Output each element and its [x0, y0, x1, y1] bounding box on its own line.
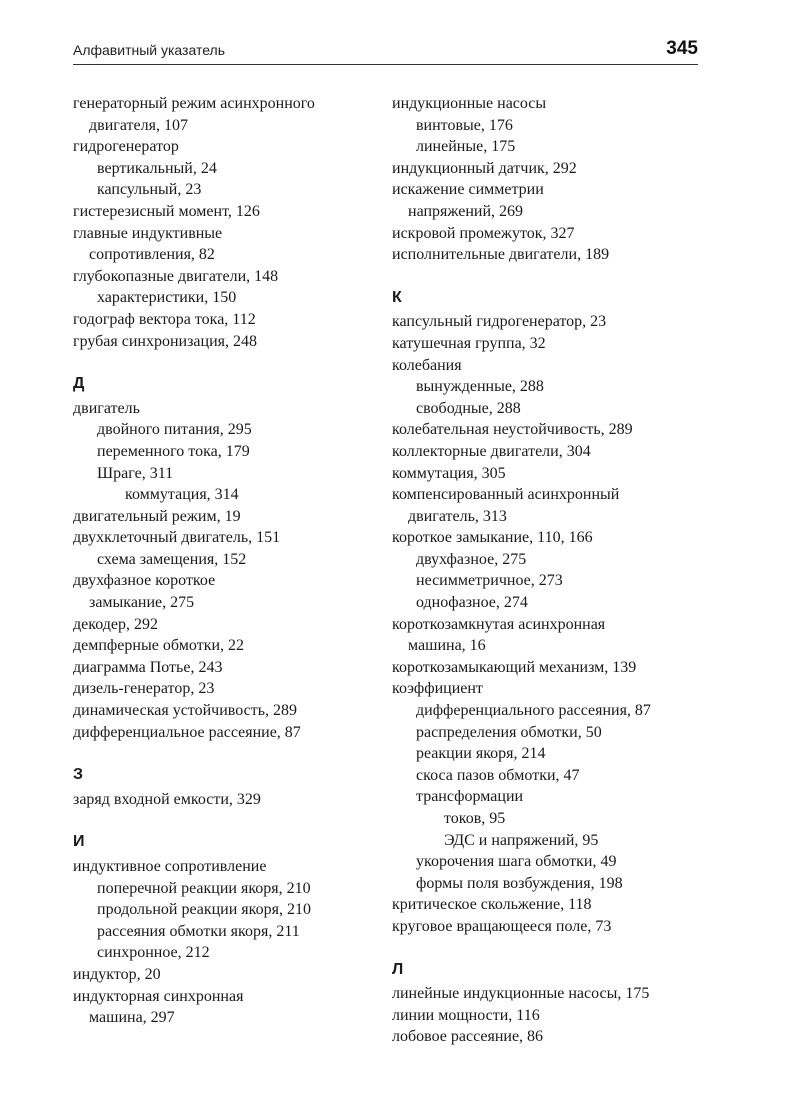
index-entry: коммутация, 305 [392, 464, 506, 482]
index-entry: гистерезисный момент, 126 [73, 202, 260, 220]
index-entry: двигательный режим, 19 [73, 507, 241, 525]
index-entry: годограф вектора тока, 112 [73, 310, 256, 328]
index-entry: искажение симметрии [392, 181, 544, 199]
index-entry: заряд входной емкости, 329 [73, 790, 261, 808]
index-subentry: рассеяния обмотки якоря, 211 [97, 922, 300, 940]
index-entry-continuation: напряжений, 269 [408, 202, 524, 220]
page-number: 345 [666, 38, 698, 59]
section-letter: И [73, 833, 85, 851]
index-subentry: формы поля возбуждения, 198 [416, 874, 623, 892]
index-subentry: схема замещения, 152 [97, 550, 247, 568]
section-letter: Д [73, 375, 85, 393]
index-subentry: винтовые, 176 [416, 116, 513, 134]
index-entry: короткозамыкающий механизм, 139 [392, 658, 637, 676]
index-subentry: вертикальный, 24 [97, 159, 217, 177]
index-entry: двигатель [73, 399, 140, 417]
index-entry: индукционный датчик, 292 [392, 159, 577, 177]
index-column-left [73, 93, 373, 1029]
index-entry: двухфазное короткое [73, 572, 216, 590]
index-entry: главные индуктивные [73, 224, 223, 242]
index-subentry: продольной реакции якоря, 210 [97, 901, 311, 919]
index-entry: дизель-генератор, 23 [73, 680, 215, 698]
index-entry: коллекторные двигатели, 304 [392, 442, 591, 460]
running-title: Алфавитный указатель [73, 42, 225, 58]
index-subentry: синхронное, 212 [97, 944, 210, 962]
index-subentry: распределения обмотки, 50 [416, 723, 602, 741]
section-letter: К [392, 288, 402, 306]
index-subentry: дифференциального рассеяния, 87 [416, 702, 651, 720]
index-entry: линейные индукционные насосы, 175 [392, 985, 650, 1003]
index-subentry: Шраге, 311 [97, 464, 174, 482]
index-subentry: однофазное, 274 [416, 594, 528, 612]
index-entry: компенсированный асинхронный [392, 486, 620, 504]
index-entry: колебания [392, 356, 462, 374]
index-entry: индуктивное сопротивление [73, 858, 267, 875]
page-header [73, 38, 698, 65]
index-subentry: двойного питания, 295 [97, 421, 252, 439]
index-entry: индукционные насосы [392, 95, 547, 112]
index-column-right [392, 93, 702, 1048]
index-entry: индукторная синхронная [73, 987, 244, 1005]
section-letter: З [73, 766, 84, 784]
index-entry: индуктор, 20 [73, 965, 161, 983]
index-subentry: укорочения шага обмотки, 49 [416, 853, 617, 871]
index-entry: грубая синхронизация, 248 [73, 332, 257, 350]
index-entry-continuation: двигателя, 107 [89, 116, 188, 134]
index-subentry: коммутация, 314 [125, 486, 239, 504]
index-subentry: несимметричное, 273 [416, 572, 563, 590]
index-entry: коэффициент [392, 680, 483, 698]
index-entry: искровой промежуток, 327 [392, 224, 575, 242]
index-entry: исполнительные двигатели, 189 [392, 246, 610, 264]
index-entry: дифференциальное рассеяние, 87 [73, 723, 301, 741]
index-subentry: линейные, 175 [416, 138, 516, 156]
index-entry: генераторный режим асинхронного [73, 95, 315, 112]
section-letter: Л [392, 960, 404, 978]
index-entry: колебательная неустойчивость, 289 [392, 421, 633, 439]
index-subentry: трансформации [416, 788, 524, 806]
index-entry: критическое скольжение, 118 [392, 896, 592, 914]
index-entry: динамическая устойчивость, 289 [73, 702, 297, 720]
index-entry-continuation: машина, 16 [408, 637, 486, 655]
index-entry: круговое вращающееся поле, 73 [392, 917, 612, 935]
index-entry-continuation: замыкание, 275 [89, 594, 195, 612]
index-subentry: реакции якоря, 214 [416, 745, 546, 763]
index-subentry: вынужденные, 288 [416, 378, 544, 396]
index-subentry: поперечной реакции якоря, 210 [97, 879, 311, 897]
index-subentry: токов, 95 [444, 810, 506, 827]
index-subentry: переменного тока, 179 [97, 442, 250, 460]
index-entry: демпферные обмотки, 22 [73, 637, 245, 655]
index-entry: диаграмма Потье, 243 [73, 658, 223, 676]
index-entry-continuation: двигатель, 313 [408, 507, 507, 525]
index-subentry: скоса пазов обмотки, 47 [416, 766, 580, 784]
index-entry: глубокопазные двигатели, 148 [73, 267, 279, 285]
index-entry-continuation: сопротивления, 82 [89, 246, 215, 264]
index-subentry: двухфазное, 275 [416, 550, 527, 568]
index-entry: лобовое рассеяние, 86 [392, 1028, 544, 1046]
index-subentry: характеристики, 150 [97, 289, 237, 307]
index-entry: линии мощности, 116 [392, 1006, 540, 1024]
index-entry: короткое замыкание, 110, 166 [392, 529, 593, 547]
index-subentry: капсульный, 23 [97, 181, 202, 199]
index-subentry: свободные, 288 [416, 399, 521, 417]
index-entry: короткозамкнутая асинхронная [392, 615, 606, 633]
index-entry: декодер, 292 [73, 615, 158, 633]
index-entry: катушечная группа, 32 [392, 334, 546, 352]
index-entry: двухклеточный двигатель, 151 [73, 529, 281, 547]
index-entry: капсульный гидрогенератор, 23 [392, 313, 607, 331]
index-subentry: ЭДС и напряжений, 95 [444, 831, 599, 849]
index-entry: гидрогенератор [73, 138, 179, 156]
index-entry-continuation: машина, 297 [89, 1009, 175, 1027]
